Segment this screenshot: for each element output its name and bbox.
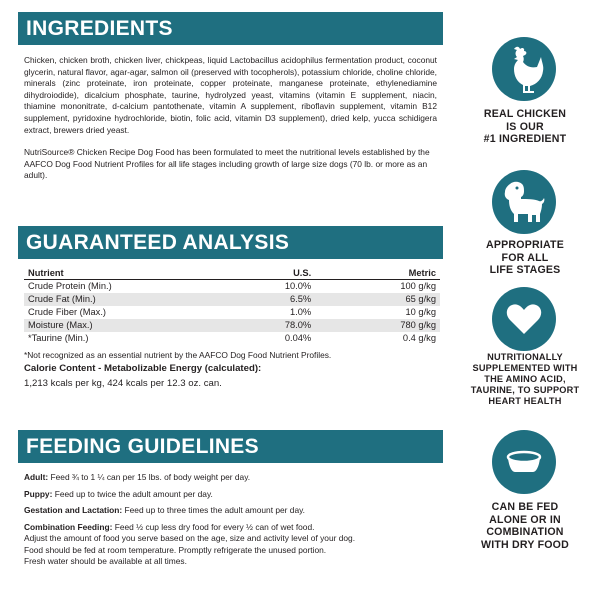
claim-line: FOR ALL — [501, 251, 549, 264]
claim-taurine — [455, 352, 595, 407]
bowl-icon — [492, 430, 556, 494]
claim-line: THE AMINO ACID, — [484, 374, 566, 384]
feeding-body — [24, 472, 443, 568]
feeding-guidelines-section — [18, 430, 443, 568]
claim-life-stages — [455, 239, 595, 277]
gestation-text: Feed up to three times the adult amount per day. — [122, 505, 305, 515]
table-row — [24, 332, 440, 345]
claim-line: SUPPLEMENTED WITH — [472, 363, 578, 373]
ingredients-list: Chicken, chicken broth, chicken liver, chickpeas, liquid Lactobacillus acidophilus fermentation product, coconut glycerin, natural flavor, agar-agar, salmon oil (preserved with tocopherols), potassium chloride, choline chloride, minerals (zinc proteinate, iron proteinate, copper proteinate, manganese proteinate, ethylenediamine dihydroiodide), dicalcium phosphate, taurine, hydrolyzed yeast, vitamins (vitamin E supplement, niacin, thiamine mononitrate, d-calcium pantothenate, vitamin A supplement, riboflavin supplement, vitamin B12 supplement, pyridoxine hydrochloride, biotin, folic acid, vitamin D3 supplement), dried kelp, yucca schidigera extract, brewers dried yeast. — [24, 55, 437, 135]
ingredients-heading: INGREDIENTS — [18, 12, 443, 45]
nutrient-name: Crude Protein (Min.) — [28, 281, 112, 291]
claim-line: LIFE STAGES — [489, 264, 561, 276]
combo-label: Combination Feeding: — [24, 521, 113, 532]
adult-text: Feed ¾ to 1 ¼ can per 15 lbs. of body weight per day. — [48, 472, 251, 482]
claim-line: CAN BE FED — [491, 501, 559, 513]
table-row — [24, 280, 440, 294]
nutrient-name: *Taurine (Min.) — [28, 333, 89, 343]
feeding-heading: FEEDING GUIDELINES — [18, 430, 443, 463]
feeding-room-temp: Food should be fed at room temperature. Promptly refrigerate the unused portion. — [24, 544, 327, 555]
calorie-value: 1,213 kcals per kg, 424 kcals per 12.3 oz. can. — [24, 378, 222, 389]
claim-line: REAL CHICKEN — [483, 108, 567, 120]
claim-line: COMBINATION — [486, 526, 564, 538]
claim-line: #1 INGREDIENT — [483, 133, 567, 145]
taurine-footnote: *Not recognized as an essential nutrient by the AAFCO Dog Food Nutrient Profiles. — [24, 350, 332, 360]
nutrient-name: Moisture (Max.) — [24, 319, 253, 332]
feeding-puppy — [24, 489, 443, 501]
claim-line: APPROPRIATE — [486, 239, 564, 251]
chicken-icon — [492, 37, 556, 101]
claim-line: IS OUR — [506, 120, 544, 133]
nutrient-us: 0.04% — [284, 333, 312, 343]
feeding-gestation — [24, 505, 443, 517]
nutrient-us: 6.5% — [253, 293, 315, 306]
ingredients-section — [18, 12, 443, 182]
nutrient-metric: 65 g/kg — [315, 293, 440, 306]
claim-line: NUTRITIONALLY — [487, 352, 563, 362]
adult-label: Adult: — [24, 472, 49, 482]
feeding-adult — [24, 472, 443, 484]
nutrient-metric: 100 g/kg — [400, 281, 436, 291]
puppy-label: Puppy: — [24, 488, 53, 499]
nutrient-us: 1.0% — [289, 307, 312, 317]
feeding-combination — [24, 522, 443, 534]
calorie-title: Calorie Content - Metabolizable Energy (calculated): — [24, 363, 262, 374]
nutrient-us: 78.0% — [253, 319, 315, 332]
nutrient-name: Crude Fiber (Max.) — [28, 307, 107, 317]
feeding-water: Fresh water should be available at all times. — [24, 556, 187, 566]
table-row — [24, 319, 440, 332]
heart-icon — [492, 287, 556, 351]
nutrient-metric: 0.4 g/kg — [402, 333, 436, 343]
nutrient-metric: 780 g/kg — [315, 319, 440, 332]
claim-line: HEART HEALTH — [488, 396, 562, 406]
nutrient-name: Crude Fat (Min.) — [24, 293, 253, 306]
gestation-label: Gestation and Lactation: — [24, 505, 123, 515]
claim-real-chicken — [455, 108, 595, 146]
table-row — [24, 306, 440, 319]
claim-combination — [455, 501, 595, 551]
nutrient-metric: 10 g/kg — [405, 307, 436, 317]
claim-line: WITH DRY FOOD — [481, 538, 569, 551]
puppy-text: Feed up to twice the adult amount per day. — [52, 488, 213, 499]
nutrient-us: 10.0% — [284, 281, 312, 291]
claim-line: ALONE OR IN — [489, 513, 561, 526]
analysis-table — [24, 267, 440, 345]
feeding-adjust: Adjust the amount of food you serve based on the age, size and activity level of your dog. — [24, 533, 356, 543]
column-metric: Metric — [315, 267, 440, 280]
aafco-statement: NutriSource® Chicken Recipe Dog Food has been formulated to meet the nutritional levels established by the AAFCO Dog Food Nutrient Profiles for all life stages including growth of large size dogs (70 lb. or more as an adult). — [24, 147, 430, 181]
puppy-icon — [492, 170, 556, 234]
column-nutrient: Nutrient — [24, 267, 253, 280]
guaranteed-analysis-section — [18, 226, 443, 389]
claim-line: TAURINE, TO SUPPORT — [470, 385, 580, 395]
combo-text: Feed ½ cup less dry food for every ½ can of wet food. — [112, 521, 315, 532]
analysis-heading: GUARANTEED ANALYSIS — [18, 226, 443, 259]
column-us: U.S. — [253, 267, 315, 280]
analysis-header-row — [24, 267, 440, 280]
table-row — [24, 293, 440, 306]
